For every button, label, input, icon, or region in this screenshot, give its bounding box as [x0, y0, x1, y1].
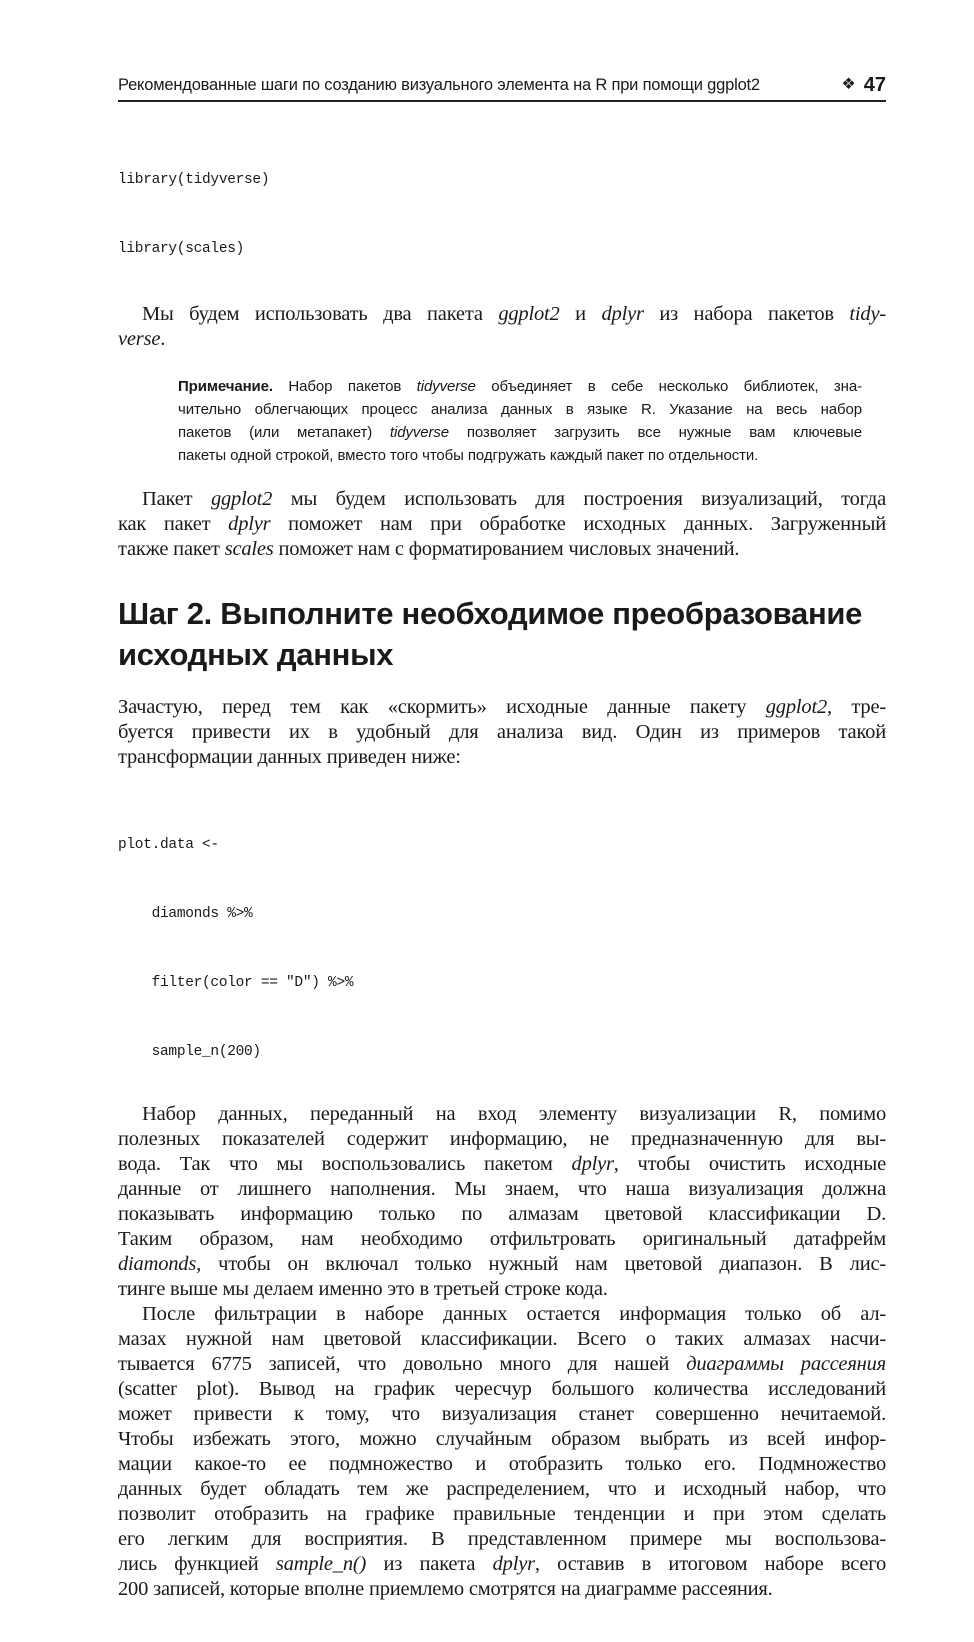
text-segment: из пакета — [366, 1553, 493, 1575]
text-segment: данные от лишнего наполнения. Мы знаем, что наша визуализация должна — [118, 1178, 886, 1200]
text-segment: Зачастую, перед тем как «скормить» исходные данные пакету — [118, 696, 766, 718]
text-line — [118, 1252, 886, 1277]
text-line — [178, 421, 862, 444]
text-segment: поможет нам с форматированием числовых значений. — [273, 538, 740, 560]
text-line — [118, 1377, 886, 1402]
text-line — [118, 1477, 886, 1502]
section-heading-line: Шаг 2. Выполните необходимое преобразование — [118, 596, 863, 631]
italic-term: dplyr — [571, 1153, 614, 1175]
text-line — [118, 537, 886, 562]
text-segment: . — [160, 328, 166, 350]
text-segment: Чтобы избежать этого, можно случайным образом выбрать из всей инфор- — [118, 1428, 886, 1450]
running-header — [118, 70, 886, 102]
italic-term: tidy- — [849, 303, 886, 325]
italic-term: диаграммы рассеяния — [686, 1353, 886, 1375]
text-line — [118, 1277, 886, 1302]
section-heading — [118, 593, 886, 675]
paragraph — [118, 695, 886, 770]
italic-term: dplyr — [228, 513, 271, 535]
code-line: diamonds %>% — [118, 906, 253, 922]
text-segment: мации какое-то ее подмножество и отобразить только его. Подмножество — [118, 1453, 886, 1475]
text-segment: поможет нам при обработке исходных данных. Загруженный — [270, 513, 886, 535]
text-segment: Мы будем использовать два пакета — [142, 303, 499, 325]
text-line — [118, 1427, 886, 1452]
text-segment: 200 записей, которые вполне приемлемо смотрятся на диаграмме рассеяния. — [118, 1578, 773, 1600]
italic-term: verse — [118, 328, 161, 350]
text-segment: Набор пакетов — [272, 378, 417, 395]
text-line — [118, 302, 886, 327]
text-segment: показывать информацию только по алмазам цветовой классификации D. — [118, 1203, 886, 1225]
paragraph — [118, 1302, 886, 1602]
italic-term: ggplot2 — [210, 488, 273, 510]
code-line: library(tidyverse) — [118, 172, 270, 188]
text-segment: пакеты одной строкой, вместо того чтобы подгружать каждый пакет по отдельности. — [178, 447, 759, 464]
italic-term: dplyr — [492, 1553, 535, 1575]
text-segment: вода. Так что мы воспользовались пакетом — [118, 1153, 572, 1175]
text-line — [118, 1502, 886, 1527]
text-segment: также пакет — [118, 538, 225, 560]
text-segment: лись функцией — [118, 1553, 276, 1575]
italic-term: ggplot2 — [498, 303, 560, 325]
text-segment: (scatter plot). Вывод на график чересчур большого количества исследований — [118, 1378, 886, 1400]
text-line — [118, 1302, 886, 1327]
text-line — [118, 1552, 886, 1577]
running-header-title: Рекомендованные шаги по созданию визуального элемента на R при помощи ggplot2 — [118, 76, 760, 94]
text-line — [118, 720, 886, 745]
text-segment: После фильтрации в наборе данных остается информация только об ал- — [142, 1303, 886, 1325]
text-line — [118, 1527, 886, 1552]
text-segment: данных будет обладать тем же распределением, что и исходный набор, что — [118, 1478, 886, 1500]
text-segment: , тре- — [827, 696, 887, 718]
text-segment: буется привести их в удобный для анализа вид. Один из примеров такой — [118, 721, 886, 743]
italic-term: scales — [224, 538, 274, 560]
italic-term: dplyr — [601, 303, 644, 325]
paragraph — [118, 302, 886, 352]
paragraph — [118, 1102, 886, 1302]
text-segment: , чтобы очистить исходные — [613, 1153, 886, 1175]
page-number: 47 — [863, 74, 886, 96]
text-segment: тинге выше мы делаем именно это в третьей строке кода. — [118, 1278, 608, 1300]
text-segment: полезных показателей содержит информацию, не предназначенную для вы- — [118, 1128, 886, 1150]
text-line — [118, 1327, 886, 1352]
text-line — [118, 1177, 886, 1202]
paragraph — [118, 487, 886, 562]
text-line — [118, 1152, 886, 1177]
text-segment: мазах нужной нам цветовой классификации. Всего о таких алмазах насчи- — [118, 1328, 886, 1350]
text-segment: пакетов (или метапакет) — [178, 424, 390, 441]
text-segment: Таким образом, нам необходимо отфильтровать оригинальный датафрейм — [118, 1228, 886, 1250]
text-line — [118, 487, 886, 512]
italic-term: diamonds — [118, 1253, 197, 1275]
text-segment: как пакет — [118, 513, 229, 535]
text-line — [118, 1202, 886, 1227]
text-line — [118, 327, 886, 352]
text-line — [178, 375, 862, 398]
text-line — [118, 1127, 886, 1152]
text-line — [118, 1452, 886, 1477]
code-line: sample_n(200) — [118, 1044, 261, 1060]
code-line: plot.data <- — [118, 837, 219, 853]
text-line — [118, 1227, 886, 1252]
text-line — [118, 1402, 886, 1427]
text-line — [118, 512, 886, 537]
italic-term: tidyverse — [389, 424, 450, 441]
italic-term: tidyverse — [416, 378, 476, 395]
text-segment: объединяет в себе несколько библиотек, зна- — [475, 378, 862, 395]
text-segment: мы будем использовать для построения визуализаций, тогда — [272, 488, 886, 510]
text-line — [118, 1102, 886, 1127]
code-block-plot-data — [118, 788, 886, 1087]
text-line — [178, 444, 862, 467]
code-block-libraries — [118, 123, 886, 284]
text-segment: позволяет загрузить все нужные вам ключевые — [449, 424, 862, 441]
italic-term: sample_n() — [275, 1553, 367, 1575]
text-segment: позволит отобразить на графике правильные тенденции и при этом сделать — [118, 1503, 886, 1525]
text-line — [118, 1352, 886, 1377]
code-line: library(scales) — [118, 241, 245, 257]
text-segment: чительно облегчающих процесс анализа данных в языке R. Указание на весь набор — [178, 401, 862, 418]
text-segment: и — [559, 303, 602, 325]
text-line — [118, 745, 886, 770]
text-segment: может привести к тому, что визуализация станет совершенно нечитаемой. — [118, 1403, 886, 1425]
text-segment: его легким для восприятия. В представленном примере мы воспользова- — [118, 1528, 886, 1550]
text-segment: , оставив в итоговом наборе всего — [534, 1553, 886, 1575]
text-segment: , чтобы он включал только нужный нам цветовой диапазон. В лис- — [196, 1253, 886, 1275]
text-segment: Набор данных, переданный на вход элементу визуализации R, помимо — [142, 1103, 886, 1125]
text-line — [178, 398, 862, 421]
bold-label: Примечание. — [178, 378, 273, 395]
note-box — [178, 375, 862, 467]
text-segment: трансформации данных приведен ниже: — [118, 746, 461, 768]
italic-term: ggplot2 — [765, 696, 827, 718]
code-line: filter(color == "D") %>% — [118, 975, 354, 991]
ornament-icon: ❖ — [841, 76, 856, 93]
text-segment: Пакет — [142, 488, 211, 510]
text-line — [118, 1577, 886, 1602]
section-heading-line: исходных данных — [118, 637, 394, 672]
text-line — [118, 695, 886, 720]
text-segment: тывается 6775 записей, что довольно много для нашей — [118, 1353, 687, 1375]
text-segment: из набора пакетов — [643, 303, 850, 325]
